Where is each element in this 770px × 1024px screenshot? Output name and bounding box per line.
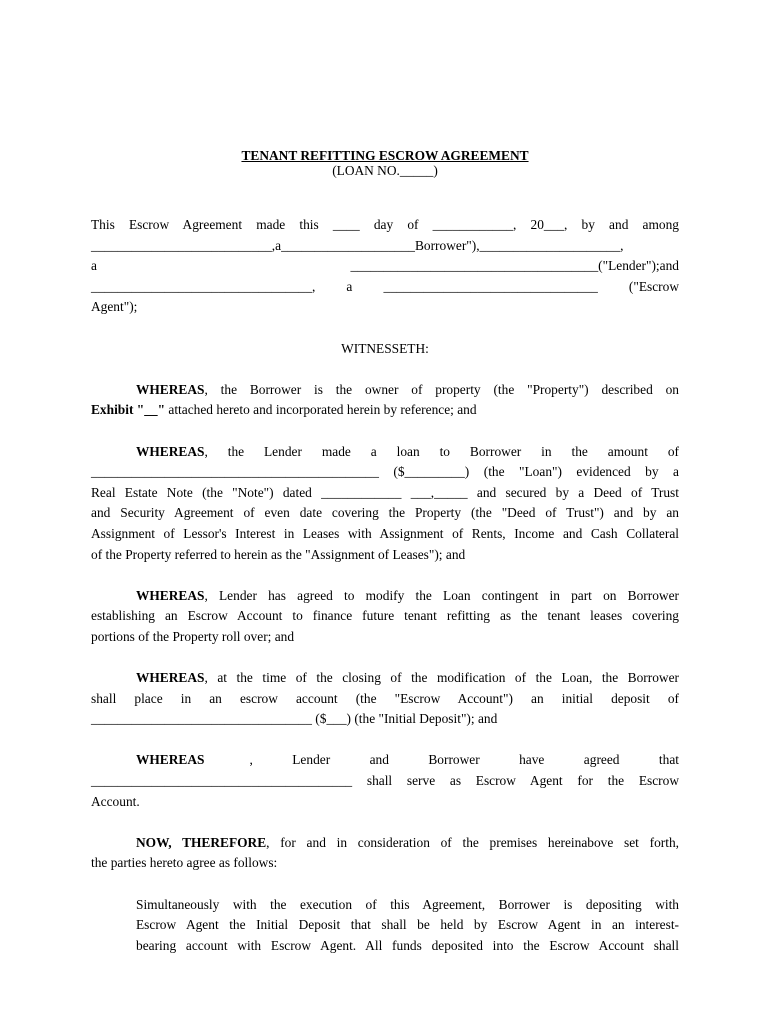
now-therefore-line-2: the parties hereto agree as follows: — [91, 855, 278, 871]
whereas-5-line-1 — [91, 750, 679, 771]
whereas-2-line-3: Real Estate Note (the "Note") dated ____________ ___,_____ and secured by a Deed of Trust — [91, 484, 679, 500]
clause-1 — [136, 895, 679, 957]
intro-line-1: This Escrow Agreement made this ____ day of ____________, 20___, by and among — [91, 217, 679, 232]
intro-line-3-b: _____________________________________("Lender");and — [350, 258, 679, 274]
whereas-3-line-2: establishing an Escrow Account to finance future tenant refitting as the tenant leases covering — [91, 608, 679, 624]
clause-1-line-3: bearing account with Escrow Agent. All funds deposited into the Escrow Account shall — [136, 937, 679, 953]
clause-1-line-2: Escrow Agent the Initial Deposit that shall be held by Escrow Agent in an interest- — [136, 917, 679, 933]
intro-line-3-a: a — [91, 258, 97, 274]
whereas-5-lead: WHEREAS — [136, 752, 205, 768]
intro-line-2: ___________________________,a____________________Borrower"),_____________________, — [91, 237, 624, 253]
document-title: TENANT REFITTING ESCROW AGREEMENT — [241, 148, 529, 163]
whereas-2-line-2: ___________________________________________ ($_________) (the "Loan") evidenced by a — [91, 464, 679, 480]
whereas-4-line-1 — [91, 668, 679, 689]
title-block — [0, 148, 770, 178]
clause-1-line-1: Simultaneously with the execution of this Agreement, Borrower is depositing with — [136, 896, 679, 912]
now-therefore-lead: NOW, THEREFORE — [136, 834, 267, 850]
whereas-3-line-1 — [91, 586, 679, 607]
whereas-5-text-wrap — [204, 750, 679, 771]
document-body — [91, 215, 679, 956]
exhibit-reference: Exhibit "__" — [91, 402, 166, 418]
whereas-1-text-2: attached hereto and incorporated herein by reference; and — [165, 402, 477, 418]
whereas-2-text: , the Lender made a loan to Borrower in the amount of — [204, 443, 679, 459]
whereas-5-line-2: _______________________________________ shall serve as Escrow Agent for the Escrow — [91, 773, 679, 789]
whereas-2-line-6: of the Property referred to herein as the "Assignment of Leases"); and — [91, 546, 466, 562]
whereas-1-line-1 — [91, 380, 679, 401]
whereas-3-lead: WHEREAS — [136, 587, 205, 603]
whereas-1-line-2 — [91, 400, 679, 421]
whereas-5-text: , Lender and Borrower have agreed that — [249, 752, 679, 768]
loan-number: (LOAN NO._____) — [332, 163, 438, 178]
whereas-1-text: , the Borrower is the owner of property (the "Property") described on — [204, 381, 679, 397]
whereas-4-text: , at the time of the closing of the modification of the Loan, the Borrower — [204, 670, 679, 686]
whereas-2-line-5: Assignment of Lessor's Interest in Leases with Assignment of Rents, Income and Cash Collateral — [91, 525, 679, 541]
whereas-3-line-3: portions of the Property roll over; and — [91, 628, 295, 644]
whereas-4-lead: WHEREAS — [136, 670, 205, 686]
whereas-3-text: , Lender has agreed to modify the Loan contingent in part on Borrower — [204, 587, 679, 603]
whereas-2-line-4: and Security Agreement of even date covering the Property (the "Deed of Trust") and by an — [91, 505, 679, 521]
whereas-4-line-3: _________________________________ ($___) (the "Initial Deposit"); and — [91, 711, 498, 727]
whereas-4-line-2: shall place in an escrow account (the "Escrow Account") an initial deposit of — [91, 690, 679, 706]
whereas-1-lead: WHEREAS — [136, 381, 205, 397]
now-therefore-text: , for and in consideration of the premises hereinabove set forth, — [266, 834, 679, 850]
whereas-2-line-1 — [91, 442, 679, 463]
witnesseth-heading: WITNESSETH: — [341, 340, 429, 356]
intro-line-3 — [91, 256, 679, 277]
intro-line-4: _________________________________, a ________________________________ ("Escrow — [91, 278, 679, 294]
now-therefore-line-1 — [91, 833, 679, 854]
whereas-2-lead: WHEREAS — [136, 443, 205, 459]
whereas-5-line-3: Account. — [91, 793, 140, 809]
intro-line-5: Agent"); — [91, 299, 138, 315]
